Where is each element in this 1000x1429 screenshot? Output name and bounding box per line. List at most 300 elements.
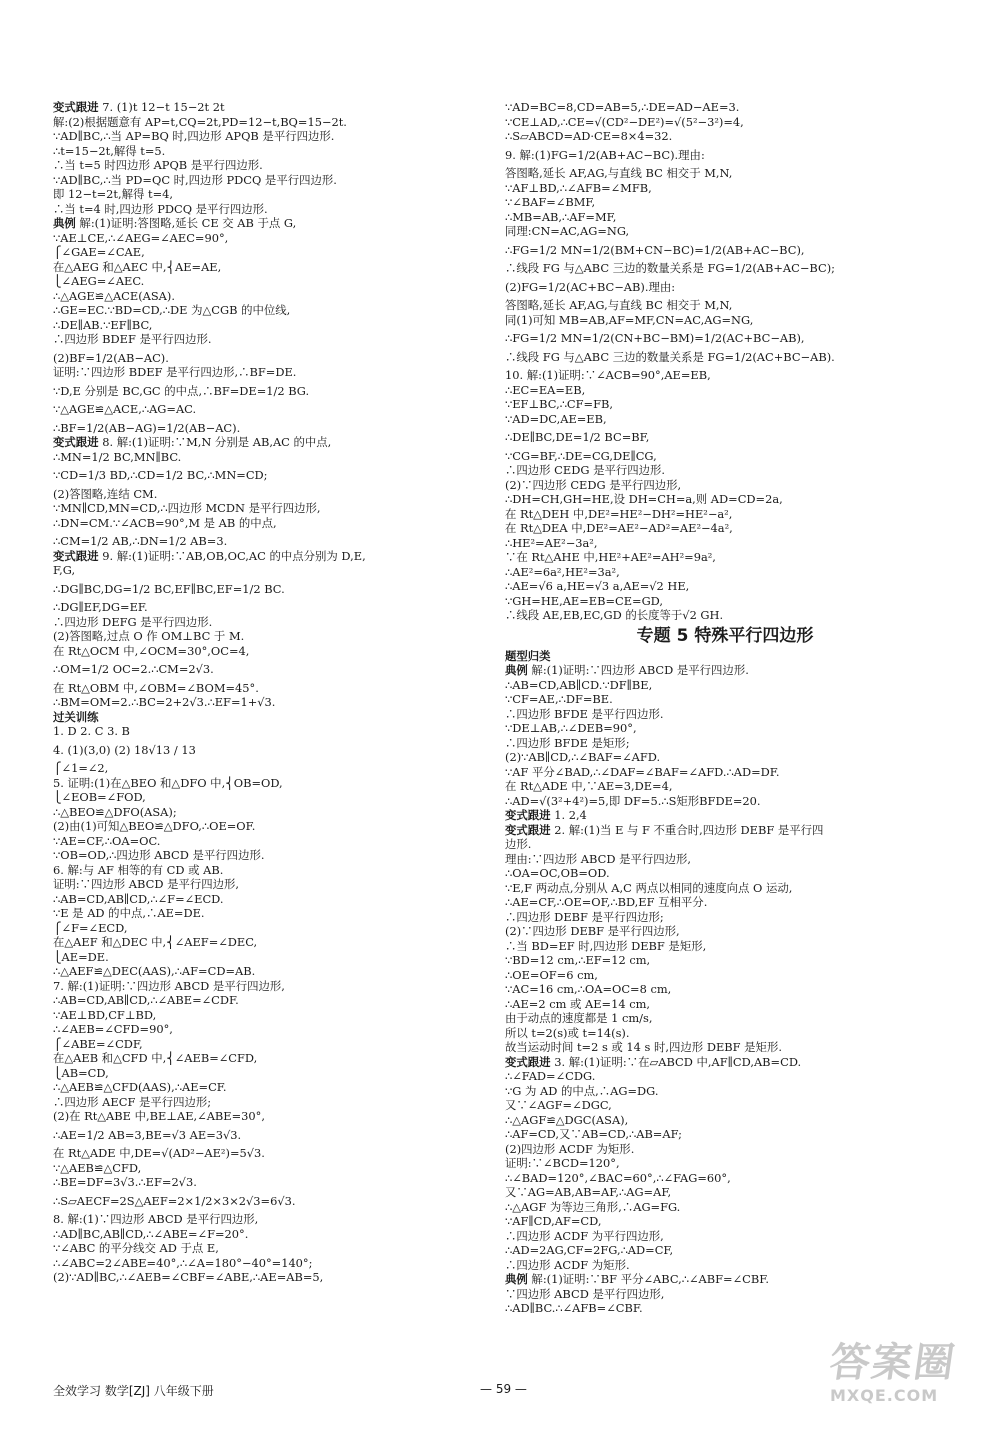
line-text: ∵CG=BF,∴DE=CG,DE∥CG, [505, 448, 657, 463]
line-text: F,G, [53, 563, 76, 577]
line-text: ⎧∠F=∠ECD, [53, 920, 128, 935]
line-text: ∴四边形 AECF 是平行四边形; [53, 1094, 212, 1109]
solution-line [53, 1270, 473, 1285]
solution-line [505, 579, 945, 594]
solution-line [505, 736, 945, 751]
solution-line [505, 649, 945, 664]
solution-line [53, 435, 473, 450]
line-text: ∵G 为 AD 的中点,∴AG=DG. [505, 1083, 659, 1098]
solution-line [505, 261, 945, 276]
solution-line [505, 463, 945, 478]
line-text: ⎧∠1=∠2, [53, 761, 109, 775]
line-text: 由于动点的速度都是 1 cm/s, [505, 1011, 653, 1025]
line-text: ∴△AEB≌△CFD(AAS),∴AE=CF. [53, 1080, 227, 1094]
line-text: (2)由(1)可知△BEO≌△DFO,∴OE=OF. [53, 819, 256, 833]
solution-line [505, 750, 945, 765]
line-text: ∴OE=OF=6 cm, [505, 967, 598, 982]
solution-line [505, 1243, 945, 1258]
line-text: 在△AEB 和△CFD 中,⎨∠AEB=∠CFD, [53, 1051, 258, 1065]
solution-line [505, 910, 945, 925]
line-text: ∴MB=AB,∴AF=MF, [505, 209, 617, 224]
line-text: ∵GH=HE,AE=EB=CE=GD, [505, 593, 664, 608]
solution-line [53, 582, 473, 597]
line-text: (2)∵四边形 CEDG 是平行四边形, [505, 477, 682, 492]
solution-line [505, 1127, 945, 1142]
line-text: ∵∠BAF=∠BMF, [505, 195, 596, 209]
section-label: 变式跟进 [505, 822, 551, 837]
line-text: 所以 t=2(s)或 t=14(s). [505, 1025, 630, 1040]
section-label: 变式跟进 [505, 1054, 551, 1069]
solution-line [53, 1008, 473, 1023]
solution-line [53, 100, 473, 115]
solution-line [53, 848, 473, 863]
solution-line [53, 761, 473, 776]
line-text: ∴线段 AE,EB,EC,GD 的长度等于√2 GH. [505, 608, 724, 622]
line-text: ∵AC=16 cm,∴OA=OC=8 cm, [505, 982, 672, 996]
solution-line [505, 692, 945, 707]
line-text: ∴AE=1/2 AB=3,BE=√3 AE=3√3. [53, 1127, 242, 1142]
line-text: ∴AB=CD,AB∥CD,∴∠ABE=∠CDF. [53, 993, 239, 1007]
solution-line [53, 202, 473, 217]
solution-line [505, 1258, 945, 1273]
line-text: 证明:∵四边形 ABCD 是平行四边形, [53, 877, 240, 891]
solution-line [53, 1227, 473, 1242]
line-text: ∵AF⊥BD,∴∠AFB=∠MFB, [505, 180, 652, 195]
solution-line [505, 210, 945, 225]
left-column [53, 100, 473, 1285]
line-text: ∴四边形 DEFG 是平行四边形. [53, 614, 213, 629]
line-text: ⎧∠GAE=∠CAE, [53, 245, 145, 259]
watermark-url: MXQE.COM [830, 1386, 939, 1405]
solution-line [53, 1212, 473, 1227]
solution-line [505, 368, 945, 383]
solution-line [53, 1066, 473, 1081]
footer-book-title: 全效学习 数学[ZJ] 八年级下册 [53, 1384, 214, 1398]
solution-line [505, 243, 945, 258]
solution-line [505, 565, 945, 580]
solution-line [53, 501, 473, 516]
line-text: ∴AE=2 cm 或 AE=14 cm, [505, 996, 651, 1011]
line-text: ⎧∠ABE=∠CDF, [53, 1036, 143, 1051]
line-text: ∵E 是 AD 的中点,∴AE=DE. [53, 906, 205, 920]
solution-line [53, 351, 473, 366]
line-text: 证明:∵四边形 BDEF 是平行四边形,∴BF=DE. [53, 365, 297, 379]
line-text: ∵△AEB≌△CFD, [53, 1160, 142, 1175]
line-text: ∴BM=OM=2.∴BC=2+2√3.∴EF=1+√3. [53, 695, 276, 709]
solution-line [53, 819, 473, 834]
solution-line [505, 507, 945, 522]
line-text: 在 Rt△DEA 中,DE²=AE²−AD²=AE²−4a², [505, 521, 733, 535]
line-text: 答图略,延长 AF,AG,与直线 BC 相交于 M,N, [505, 298, 733, 312]
solution-line [53, 402, 473, 417]
line-text: 理由:∵四边形 ABCD 是平行四边形, [505, 851, 692, 866]
solution-line [53, 1128, 473, 1143]
line-text: 4. (1)(3,0) (2) 18√13 / 13 [53, 742, 196, 757]
line-text: (2)∵AB∥CD,∴∠BAF=∠AFD. [505, 750, 661, 764]
line-text: ∴S▱ABCD=AD·CE=8×4=32. [505, 129, 673, 143]
solution-line [505, 982, 945, 997]
line-text: ⎩AE=DE. [53, 949, 109, 964]
line-text: ∵AE⊥CE,∴∠AEG=∠AEC=90°, [53, 230, 229, 245]
solution-line [505, 1026, 945, 1041]
solution-line [53, 421, 473, 436]
solution-line [53, 274, 473, 289]
line-text: (2)∵四边形 DEBF 是平行四边形, [505, 924, 680, 938]
solution-line [505, 1200, 945, 1215]
solution-line [53, 1256, 473, 1271]
line-text: ∴△BEO≌△DFO(ASA); [53, 804, 177, 819]
solution-line [505, 1055, 945, 1070]
line-text: 边形. [505, 837, 532, 851]
line-text: ⎩∠AEG=∠AEC. [53, 274, 145, 288]
solution-line [53, 877, 473, 892]
solution-line [505, 100, 945, 115]
line-text: 1. D 2. C 3. B [53, 724, 130, 738]
solution-line [53, 805, 473, 820]
line-text: (2)答图略,连结 CM. [53, 486, 158, 501]
solution-line [505, 1098, 945, 1113]
line-text: ∵AF∥CD,AF=CD, [505, 1214, 602, 1228]
solution-line [53, 468, 473, 483]
solution-line [53, 158, 473, 173]
solution-line [505, 224, 945, 239]
line-text: ∴四边形 DEBF 是平行四边形; [505, 909, 664, 924]
solution-line [53, 187, 473, 202]
line-text: 在 Rt△DEH 中,DE²=HE²−DH²=HE²−a², [505, 506, 733, 521]
solution-line [53, 776, 473, 791]
solution-line [505, 1011, 945, 1026]
line-text: ∴∠BAD=120°,∠BAC=60°,∴∠FAG=60°, [505, 1170, 731, 1185]
solution-line [53, 260, 473, 275]
solution-line [505, 521, 945, 536]
solution-line [505, 1272, 945, 1287]
line-text: ∵D,E 分别是 BC,GC 的中点,∴BF=DE=1/2 BG. [53, 383, 310, 398]
line-text: ∵△AGE≌△ACE,∴AG=AC. [53, 402, 197, 416]
solution-line [53, 695, 473, 710]
line-text: ∴AB=CD,AB∥CD,∴∠F=∠ECD. [53, 891, 224, 906]
solution-line [505, 997, 945, 1012]
solution-line [53, 964, 473, 979]
solution-line [53, 231, 473, 246]
solution-line [53, 384, 473, 399]
line-text: ∴DE∥AB.∵EF∥BC, [53, 317, 153, 332]
solution-line [53, 144, 473, 159]
line-text: 解:(1)证明:∵四边形 ABCD 是平行四边形. [531, 663, 749, 677]
solution-line [53, 790, 473, 805]
line-text: 3. 解:(1)证明:∵在▱ABCD 中,AF∥CD,AB=CD. [554, 1054, 802, 1069]
line-text: ∴当 t=5 时四边形 APQB 是平行四边形. [53, 158, 263, 172]
line-text: ∴四边形 CEDG 是平行四边形. [505, 463, 666, 477]
line-text: 9. 解:(1)证明:∵AB,OB,OC,AC 的中点分别为 D,E, [102, 548, 366, 563]
solution-line [53, 289, 473, 304]
solution-line [505, 492, 945, 507]
solution-line [505, 298, 945, 313]
line-text: ∴AB=CD,AB∥CD.∵DF∥BE, [505, 677, 653, 692]
solution-line [505, 823, 945, 838]
solution-line [505, 924, 945, 939]
solution-line [53, 724, 473, 739]
line-text: ∵AE=CF,∴OA=OC. [53, 833, 161, 848]
page-number: — 59 — [480, 1382, 527, 1396]
solution-line [505, 707, 945, 722]
line-text: (2)∵AD∥BC,∴∠AEB=∠CBF=∠ABE,∴AE=AB=5, [53, 1270, 324, 1284]
line-text: 证明:∵∠BCD=120°, [505, 1156, 620, 1170]
solution-line [505, 550, 945, 565]
solution-line [505, 313, 945, 328]
solution-line [505, 594, 945, 609]
solution-line [53, 935, 473, 950]
line-text: 在 Rt△ADE 中,∵AE=3,DE=4, [505, 779, 673, 793]
line-text: ∴∠FAD=∠CDG. [505, 1069, 596, 1083]
solution-line [53, 245, 473, 260]
line-text: ∴当 BD=EF 时,四边形 DEBF 是矩形, [505, 938, 707, 953]
line-text: ∴当 t=4 时,四边形 PDCQ 是平行四边形. [53, 201, 268, 216]
section-label: 过关训练 [53, 709, 99, 724]
solution-line [505, 350, 945, 365]
line-text: 解:(1)证明:∵BF 平分∠ABC,∴∠ABF=∠CBF. [531, 1272, 769, 1286]
solution-line [53, 834, 473, 849]
line-text: ∴AD=2AG,CF=2FG,∴AD=CF, [505, 1243, 674, 1257]
solution-line [505, 1171, 945, 1186]
solution-line [53, 644, 473, 659]
line-text: ⎩AB=CD, [53, 1065, 109, 1080]
line-text: 9. 解:(1)FG=1/2(AB+AC−BC).理由: [505, 147, 705, 162]
line-text: ∴DE∥BC,DE=1/2 BC=BF, [505, 430, 650, 444]
solution-line [505, 449, 945, 464]
line-text: 在△AEF 和△DEC 中,⎨∠AEF=∠DEC, [53, 935, 258, 949]
solution-line [505, 1040, 945, 1055]
line-text: ∵E,F 两动点,分别从 A,C 两点以相同的速度向点 O 运动, [505, 880, 793, 895]
solution-line [505, 331, 945, 346]
line-text: 8. 解:(1)∵四边形 ABCD 是平行四边形, [53, 1212, 259, 1226]
solution-line [505, 195, 945, 210]
line-text: 在△AEG 和△AEC 中,⎨AE=AE, [53, 259, 222, 274]
solution-line [505, 115, 945, 130]
line-text: 1. 2,4 [554, 808, 587, 822]
line-text: 答图略,延长 AF,AG,与直线 BC 相交于 M,N, [505, 166, 733, 180]
solution-line [53, 216, 473, 231]
solution-line [505, 721, 945, 736]
solution-line [505, 1142, 945, 1157]
line-text: 5. 证明:(1)在△BEO 和△DFO 中,⎨OB=OD, [53, 775, 283, 790]
line-text: ∵AD∥BC,∴当 AP=BQ 时,四边形 APQB 是平行四边形. [53, 129, 335, 143]
line-text: 又∵∠AGF=∠DGC, [505, 1098, 612, 1112]
line-text: 解:(2)根据题意有 AP=t,CQ=2t,PD=12−t,BQ=15−2t. [53, 114, 347, 129]
line-text: 2. 解:(1)当 E 与 F 不重合时,四边形 DEBF 是平行四 [554, 822, 824, 837]
line-text: ∴四边形 BDEF 是平行四边形. [53, 332, 212, 346]
solution-line [505, 148, 945, 163]
line-text: ∴FG=1/2 MN=1/2(CN+BC−BM)=1/2(AC+BC−AB), [505, 331, 805, 345]
solution-line [505, 1301, 945, 1316]
solution-line [505, 1113, 945, 1128]
solution-line [53, 487, 473, 502]
solution-line [505, 939, 945, 954]
solution-line [53, 563, 473, 578]
solution-line [505, 478, 945, 493]
line-text: ∵MN∥CD,MN=CD,∴四边形 MCDN 是平行四边形, [53, 501, 321, 515]
solution-line [505, 1214, 945, 1229]
solution-line [53, 600, 473, 615]
solution-line [505, 765, 945, 780]
solution-line [505, 383, 945, 398]
line-text: 同(1)可知 MB=AB,AF=MF,CN=AC,AG=NG, [505, 312, 754, 327]
solution-line [505, 837, 945, 852]
line-text: 7. (1)t 12−t 15−2t 2t [102, 100, 225, 114]
solution-line [505, 1069, 945, 1084]
solution-line [53, 549, 473, 564]
section-label: 变式跟进 [53, 435, 99, 449]
solution-line [505, 608, 945, 623]
solution-line [505, 808, 945, 823]
line-text: 10. 解:(1)证明:∵∠ACB=90°,AE=EB, [505, 368, 711, 382]
solution-line [53, 1037, 473, 1052]
line-text: ∵EF⊥BC,∴CF=FB, [505, 397, 613, 411]
solution-line [53, 1095, 473, 1110]
section-label: 典例 [505, 663, 528, 677]
line-text: ∴MN=1/2 BC,MN∥BC. [53, 449, 182, 464]
solution-line [53, 365, 473, 380]
solution-line [505, 968, 945, 983]
line-text: ∵AD=DC,AE=EB, [505, 411, 607, 426]
solution-line [53, 615, 473, 630]
line-text: 即 12−t=2t,解得 t=4, [53, 187, 174, 201]
solution-line [53, 516, 473, 531]
solution-line [53, 1051, 473, 1066]
line-text: 解:(1)证明:答图略,延长 CE 交 AB 于点 G, [79, 216, 297, 230]
line-text: (2)BF=1/2(AB−AC). [53, 350, 169, 365]
line-text: 故当运动时间 t=2 s 或 14 s 时,四边形 DEBF 是矩形. [505, 1040, 782, 1054]
line-text: 7. 解:(1)证明:∵四边形 ABCD 是平行四边形, [53, 978, 285, 993]
solution-line [53, 1241, 473, 1256]
line-text: ∴t=15−2t,解得 t=5. [53, 143, 166, 158]
line-text: ∴CM=1/2 AB,∴DN=1/2 AB=3. [53, 534, 228, 548]
line-text: ∴S▱AECF=2S△AEF=2×1/2×3×2√3=6√3. [53, 1193, 296, 1208]
solution-line [505, 895, 945, 910]
line-text: ∴△AGE≌△ACE(ASA). [53, 288, 175, 303]
solution-line [53, 906, 473, 921]
solution-line [505, 181, 945, 196]
solution-line [505, 397, 945, 412]
line-text: ∴△AGF≌△DGC(ASA), [505, 1112, 629, 1127]
line-text: ∴四边形 BFDE 是矩形; [505, 735, 630, 750]
solution-line [505, 280, 945, 295]
solution-line [53, 173, 473, 188]
solution-line [53, 534, 473, 549]
solution-line [53, 921, 473, 936]
solution-line [53, 129, 473, 144]
solution-line [53, 450, 473, 465]
line-text: ∵CF=AE,∴DF=BE. [505, 692, 613, 706]
line-text: ∵CE⊥AD,∴CE=√(CD²−DE²)=√(5²−3²)=4, [505, 114, 744, 129]
solution-line [53, 1080, 473, 1095]
solution-line [505, 129, 945, 144]
section-label: 典例 [505, 1272, 528, 1286]
line-text: ∵AF 平分∠BAD,∴∠DAF=∠BAF=∠AFD.∴AD=DF. [505, 764, 780, 779]
solution-line [53, 950, 473, 965]
solution-line [53, 662, 473, 677]
line-text: ∴AD∥BC,AB∥CD,∴∠ABE=∠F=20°. [53, 1226, 249, 1241]
solution-line [53, 1175, 473, 1190]
solution-line [53, 1161, 473, 1176]
solution-line [53, 318, 473, 333]
section-heading: 专题 5 特殊平行四边形 [636, 625, 814, 646]
line-text: ∴EC=EA=EB, [505, 382, 586, 397]
line-text: ∴OM=1/2 OC=2.∴CM=2√3. [53, 662, 214, 676]
section-label: 变式跟进 [505, 808, 551, 822]
line-text: ∴BE=DF=3√3.∴EF=2√3. [53, 1175, 197, 1189]
solution-line [53, 863, 473, 878]
line-text: (2)四边形 ACDF 为矩形. [505, 1141, 635, 1156]
solution-line [53, 979, 473, 994]
solution-line [53, 710, 473, 725]
solution-line [505, 166, 945, 181]
line-text: ∴AD=√(3²+4²)=5,即 DF=5.∴S矩形BFDE=20. [505, 793, 761, 808]
solution-line [505, 881, 945, 896]
line-text: ∵OB=OD,∴四边形 ABCD 是平行四边形. [53, 848, 265, 862]
line-text: ∴DH=CH,GH=HE,设 DH=CH=a,则 AD=CD=2a, [505, 492, 783, 506]
line-text: ∵CD=1/3 BD,∴CD=1/2 BC,∴MN=CD; [53, 468, 268, 482]
line-text: 在 Rt△ADE 中,DE=√(AD²−AE²)=5√3. [53, 1146, 265, 1160]
line-text: ∴GE=EC.∵BD=CD,∴DE 为△CGB 的中位线, [53, 303, 291, 317]
section-label: 题型归类 [505, 648, 551, 663]
line-text: ∵AE⊥BD,CF⊥BD, [53, 1007, 157, 1022]
solution-line [505, 678, 945, 693]
section-label: 变式跟进 [53, 100, 99, 114]
solution-line [505, 794, 945, 809]
line-text: ∵AD∥BC,∴当 PD=QC 时,四边形 PDCQ 是平行四边形. [53, 172, 337, 187]
line-text: ∴BF=1/2(AB−AG)=1/2(AB−AC). [53, 420, 241, 435]
line-text: ∴线段 FG 与△ABC 三边的数量关系是 FG=1/2(AC+BC−AB). [505, 349, 835, 364]
solution-line [505, 1084, 945, 1099]
solution-line [53, 332, 473, 347]
line-text: (2)FG=1/2(AC+BC−AB).理由: [505, 279, 676, 294]
line-text: ∵BD=12 cm,∴EF=12 cm, [505, 953, 651, 967]
line-text: ∴AE=√6 a,HE=√3 a,AE=√2 HE, [505, 579, 690, 593]
section-label: 变式跟进 [53, 548, 99, 563]
line-text: ∴AE²=6a²,HE²=3a², [505, 564, 620, 579]
line-text: 在 Rt△OCM 中,∠OCM=30°,OC=4, [53, 643, 250, 658]
line-text: ∴△AGF 为等边三角形,∴AG=FG. [505, 1199, 681, 1214]
line-text: ∵DE⊥AB,∴∠DEB=90°, [505, 721, 637, 735]
line-text: ∴DG∥EF,DG=EF. [53, 600, 148, 614]
line-text: 又∵AG=AB,AB=AF,∴AG=AF, [505, 1185, 672, 1199]
line-text: ∴FG=1/2 MN=1/2(BM+CN−BC)=1/2(AB+AC−BC), [505, 242, 805, 257]
line-text: ∴DN=CM.∵∠ACB=90°,M 是 AB 的中点, [53, 515, 277, 530]
solution-line [505, 430, 945, 445]
right-column [505, 100, 945, 1316]
solution-line [53, 303, 473, 318]
solution-line [53, 629, 473, 644]
line-text: ∵∠ABC 的平分线交 AD 于点 E, [53, 1241, 219, 1255]
solution-line [505, 1156, 945, 1171]
solution-line [53, 1146, 473, 1161]
solution-line [53, 681, 473, 696]
solution-line [505, 852, 945, 867]
solution-line [505, 1287, 945, 1302]
solution-line [53, 993, 473, 1008]
line-text: 6. 解:与 AF 相等的有 CD 或 AB. [53, 862, 224, 877]
solution-line [505, 953, 945, 968]
line-text: ∴HE²=AE²−3a², [505, 535, 598, 550]
line-text: ∴线段 FG 与△ABC 三边的数量关系是 FG=1/2(AB+AC−BC); [505, 261, 835, 275]
solution-line [53, 1109, 473, 1124]
line-text: ∴AF=CD,又∵AB=CD,∴AB=AF; [505, 1127, 682, 1141]
solution-line [505, 1229, 945, 1244]
solution-line [505, 779, 945, 794]
solution-line [505, 866, 945, 881]
solution-line [505, 412, 945, 427]
line-text: ∴∠ABC=2∠ABE=40°,∴∠A=180°−40°=140°; [53, 1255, 313, 1270]
